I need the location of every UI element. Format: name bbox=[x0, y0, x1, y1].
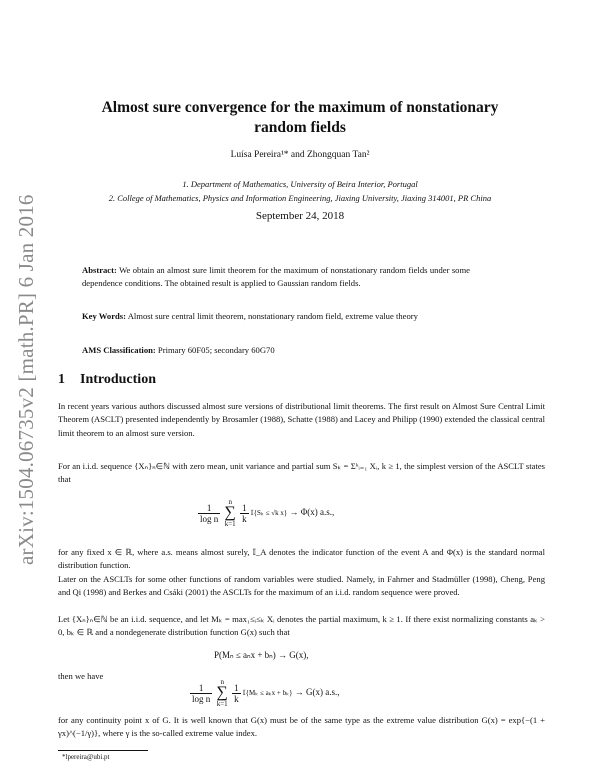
paragraph-4: Later on the ASCLTs for some other functions of random variables were studied. Namely, in Fahrner and Stadmüller (1998), Cheng, Peng and Qi (1998) and Berkes and Csáki (2001) the ASCLTs for the maximum of an i.i.d. random sequence were proved. bbox=[58, 574, 545, 598]
paragraph-1: In recent years various authors discussed almost sure versions of distributional limit theorems. The first result on Almost Sure Central Limit Theorem (ASCLT) presented independently by Brosamler (1988), Schatte (1988) and Lacey and Philipp (1990) extended the classical central limit theorem to an almost sure version. bbox=[58, 401, 545, 438]
eq3-rhs: → G(x) a.s., bbox=[294, 687, 340, 698]
section-number: 1 bbox=[58, 372, 65, 387]
paragraph-3: for any fixed x ∈ ℝ, where a.s. means almost surely, 𝕀_A denotes the indicator function of the event A and Φ(x) is the standard normal distribution function. bbox=[58, 547, 545, 571]
section-title: Introduction bbox=[80, 372, 156, 387]
paragraph-7: for any continuity point x of G. It is well known that G(x) must be of the same type as the extreme value distribution G(x) = exp{−(1 + γx)^(−1/γ)}, where γ is the so-called extreme value index. bbox=[58, 715, 545, 739]
affiliation-2: 2. College of Mathematics, Physics and Information Engineering, Jiaxing University, Jiaxing 314001, PR China bbox=[108, 193, 492, 203]
arxiv-identifier: arXiv:1504.06735v2 [math.PR] 6 Jan 2016 bbox=[14, 194, 38, 565]
abstract-text: We obtain an almost sure limit theorem for the maximum of nonstationary random fields under some dependence conditions. The obtained result is applied to Gaussian random fields. bbox=[82, 265, 470, 288]
eq3-sum: n ∑ k=1 bbox=[216, 678, 228, 708]
eq3-indicator: 𝕀{Mₖ ≤ aₖx + bₖ} bbox=[242, 689, 293, 698]
title-line-1: Almost sure convergence for the maximum of nonstationary bbox=[101, 99, 499, 116]
keywords-text: Almost sure central limit theorem, nonstationary random field, extreme value theory bbox=[127, 311, 418, 321]
equation-1 bbox=[198, 498, 334, 528]
eq3-term: $\frac{1}{k}$ bbox=[234, 682, 239, 704]
keywords bbox=[82, 310, 470, 323]
keywords-label: Key Words: bbox=[82, 311, 127, 321]
footnote-email: *lpereira@ubi.pt bbox=[62, 753, 110, 761]
paper-title bbox=[60, 98, 540, 138]
eq1-rhs: → Φ(x) a.s., bbox=[289, 507, 335, 518]
equation-3 bbox=[190, 678, 339, 708]
ams-label: AMS Classification: bbox=[82, 345, 156, 355]
section-heading bbox=[58, 372, 156, 388]
ams-classification bbox=[82, 344, 470, 357]
eq1-fraction: $\frac{1}{\text{log n}}$ bbox=[200, 502, 219, 524]
eq3-fraction: $\frac{1}{\text{log n}}$ bbox=[192, 682, 211, 704]
eq1-term: $\frac{1}{k}$ bbox=[242, 502, 247, 524]
equation-2: P(Mₙ ≤ aₙx + bₙ) → G(x), bbox=[214, 650, 309, 660]
eq1-indicator: 𝕀{Sₖ ≤ √k x} bbox=[250, 509, 288, 518]
title-line-2: random fields bbox=[254, 119, 346, 136]
paragraph-6: then we have bbox=[58, 671, 104, 681]
affiliation-1: 1. Department of Mathematics, University of Beira Interior, Portugal bbox=[182, 179, 418, 189]
eq1-sum: n ∑ k=1 bbox=[224, 498, 236, 528]
paragraph-2: For an i.i.d. sequence {Xₙ}ₙ∈ℕ with zero mean, unit variance and partial sum Sₖ = Σᵏᵢ₌₁ Xᵢ, k ≥ 1, the simplest version of the ASCLT states that bbox=[58, 461, 545, 485]
abstract bbox=[82, 264, 470, 290]
paragraph-5: Let {Xₙ}ₙ∈ℕ be an i.i.d. sequence, and let Mₖ = max₁≤ᵢ≤ₖ Xᵢ denotes the partial maximum, k ≥ 1. If there exist normalizing constants aₖ > 0, bₖ ∈ ℝ and a nondegenerate distribution function G(x) such that bbox=[58, 614, 545, 638]
ams-text: Primary 60F05; secondary 60G70 bbox=[157, 345, 275, 355]
footnote-rule bbox=[58, 750, 148, 751]
paper-date: September 24, 2018 bbox=[255, 210, 345, 222]
authors: Luísa Pereira¹* and Zhongquan Tan² bbox=[230, 150, 370, 160]
abstract-label: Abstract: bbox=[82, 265, 117, 275]
